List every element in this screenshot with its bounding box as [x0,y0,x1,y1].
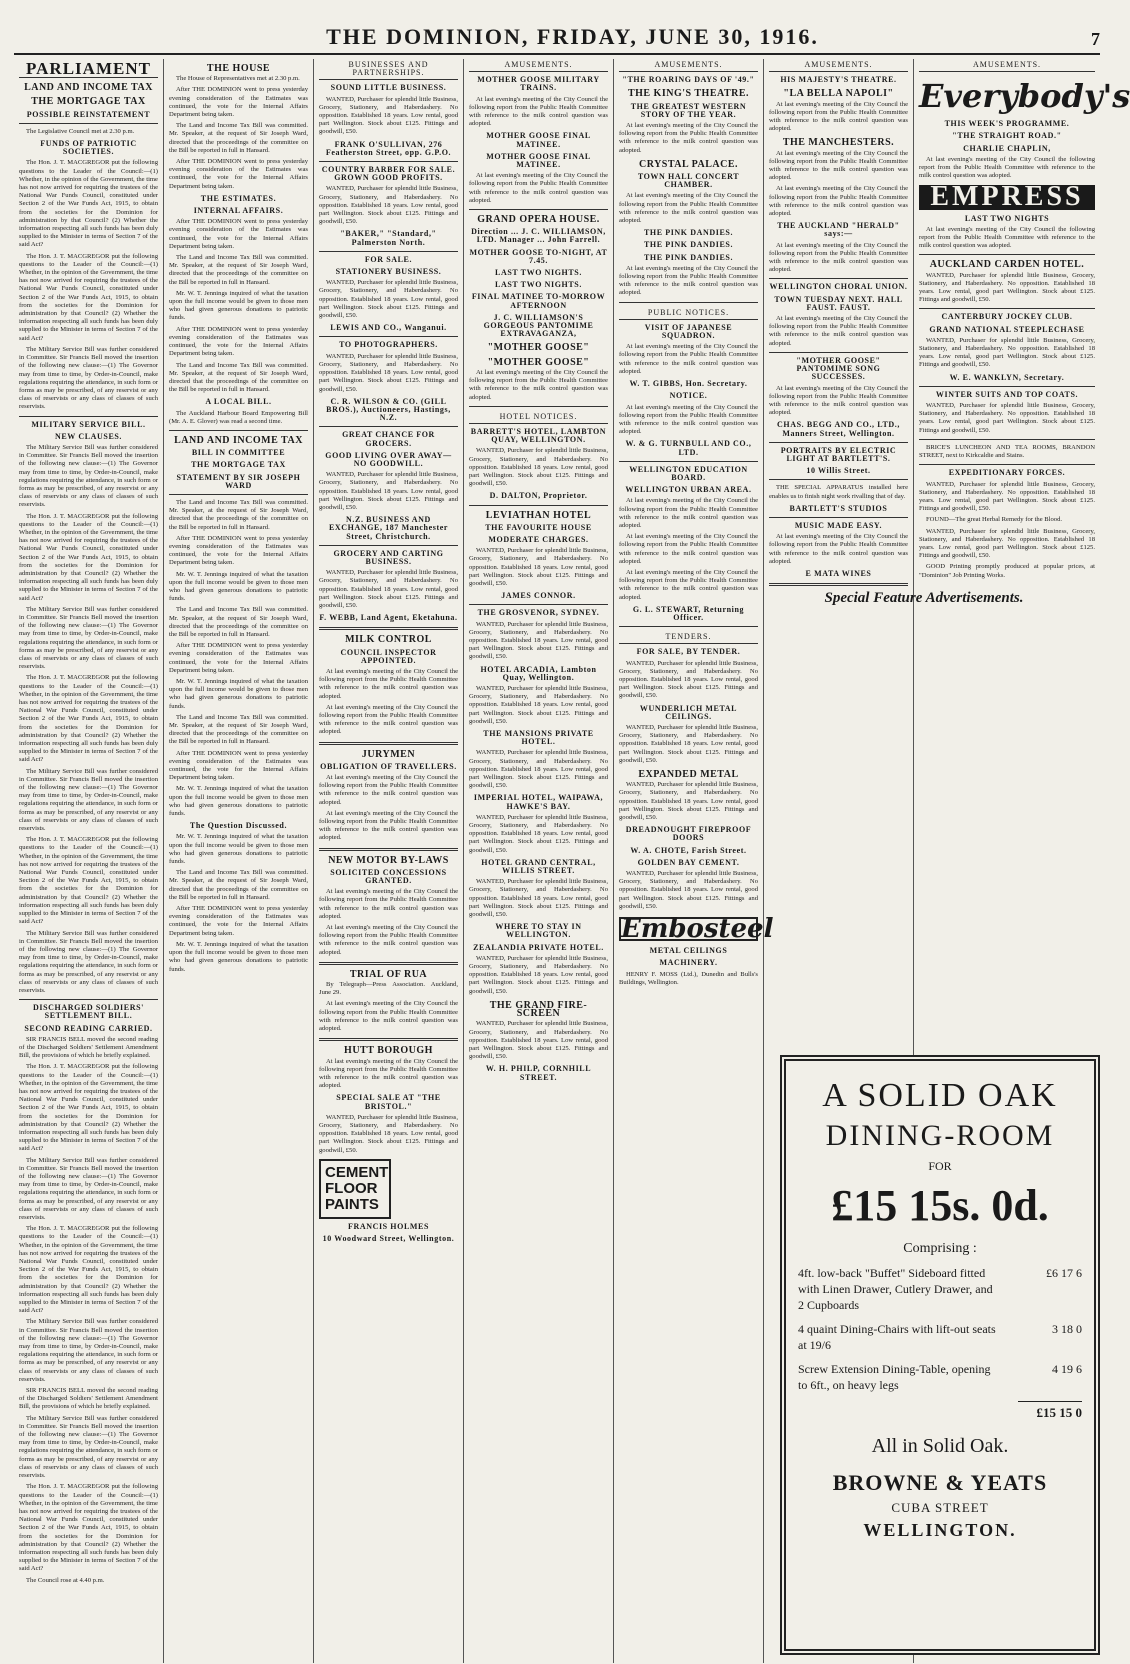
ad-national: GRAND NATIONAL STEEPLECHASE [929,324,1085,334]
ad-tender-sale: FOR SALE, BY TENDER. [636,647,741,657]
subhead-estimates: THE ESTIMATES. [200,193,277,203]
ad-barretts: BARRETT'S HOTEL, LAMBTON QUAY, WELLINGTON. [470,426,607,445]
divider [919,254,1095,255]
headline-jurymen: JURYMEN [361,748,416,760]
article-paragraph: The Council rose at 4.40 p.m. [26,1576,105,1584]
ad-straight-road: "THE STRAIGHT ROAD." [952,131,1062,141]
masthead [14,10,1100,55]
ad-goose-songs: "MOTHER GOOSE" PANTOMIME SONG SUCCESSES. [796,355,881,382]
article-paragraph: At last evening's meeting of the City Council the following report from the Public Health Committee with reference to the milk control question was adopted. [319,888,458,920]
divider [319,1038,458,1041]
ad-concert: TOWN HALL CONCERT CHAMBER. [637,172,740,190]
ad-arcadia: HOTEL ARCADIA, Lambton Quay, Wellington. [480,664,597,682]
article-paragraph: The Auckland Harbour Board Empowering Bill (Mr. A. E. Glover) was read a second time. [169,409,308,425]
section-head-business: BUSINESSES AND PARTNERSHIPS. [319,59,458,80]
article-paragraph: At last evening's meeting of the City Council the following report from the Public Health Committee with reference to the milk control question was adopted. [319,1057,458,1090]
ad-address: 10 Willis Street. [806,466,871,476]
oak-item-price: 4 19 6 [1052,1362,1082,1376]
ad-pink: THE PINK DANDIES. [643,240,734,250]
column-house [164,59,314,1663]
oak-item-desc: 4 quaint Dining-Chairs with lift-out seats at 19/6 [798,1322,996,1352]
oak-total: £15 15 0 [1018,1401,1082,1421]
ad-signature: W. T. GIBBS, Hon. Secretary. [629,379,748,389]
ad-ceilings: METAL CEILINGS [649,946,728,956]
article-paragraph: The Land and Income Tax Bill was committed. Mr. Speaker, at the request of Sir Joseph Ward, directed that the proceedings of the committee on the Bill be reported in full in Hansard. [169,361,308,394]
headline-motor: NEW MOTOR BY-LAWS [328,854,449,866]
article-paragraph: Mr. W. T. Jennings inquired of what the taxation upon the full income would be given to those men who had given generous donations to patriotic funds. [169,833,308,866]
ad-napoli: "LA BELLA NAPOLI" [783,88,894,100]
ad-moderate: MODERATE CHARGES. [488,534,589,544]
ad-portraits: PORTRAITS BY ELECTRIC LIGHT AT BARTLETT'S. [780,445,897,463]
ad-crystal: CRYSTAL PALACE. [638,158,738,170]
divider [619,302,758,303]
oak-solid: All in Solid Oak. [871,1435,1009,1457]
special-feature-heading: Special Feature Advertisements. [824,590,1024,607]
headline-house: THE HOUSE [206,63,271,74]
divider [769,442,908,443]
ad-notice: NOTICE. [669,391,708,401]
ad-text: At last evening's meeting of the City Council the following report from the Public Health Committee with reference to the milk control question was adopted. [769,100,908,133]
section-head-amusements: AMUSEMENTS. [619,59,758,72]
ad-dreadnought: DREADNOUGHT FIREPROOF DOORS [625,825,752,843]
ad-text: At last evening's meeting of the City Council the following report from the Public Health Committee with reference to the milk control question was adopted. [769,185,908,218]
cement-floor-paints-ad: CEMENT FLOOR PAINTS [319,1159,391,1219]
subhead-good-living: GOOD LIVING OVER AWAY—NO GOODWILL. [325,450,452,468]
article-paragraph: The Legislative Council met at 2.30 p.m. [26,127,135,135]
ad-text: At last evening's meeting of the City Council the following report from the Public Health Committee with reference to the milk control question was adopted. [619,122,758,154]
article-paragraph: The Hon. J. T. MACGREGOR put the following questions to the Leader of the Council:—(1) Whether, in the opinion of the Government, the time has not now arrived for requiring the trustees of the National War Funds Council, constituted under Section 2 of the War Funds Act, 1915, to obtain from the societies for the Dominion for administration by that Council? (2) Whether the information respecting all such funds has been duly supplied to the Minister in terms of Section 7 of the said Act? [19,159,158,249]
ad-text: HENRY F. MOSS (Ltd.), Dunedin and Bulls's Buildings, Wellington. [619,970,758,986]
ad-chaplin: CHARLIE CHAPLIN, [963,143,1051,153]
article-paragraph: Mr. W. T. Jennings inquired of what the taxation upon the full income would be given to those men who had given generous donations to patriotic funds. [169,678,308,710]
ad-signature: F. WEBB, Land Agent, Eketahuna. [319,613,458,623]
article-paragraph: WANTED, Purchaser for splendid little Business, Grocery, Stationery, and Haberdashery. No opposition. Established 18 years. Low rental, good part Wellington. Stock about £125. Fittings and goodwill, £50. [319,1113,458,1154]
ad-text: WANTED, Purchaser for splendid little Business, Grocery, Stationery, and Haberdashery. No opposition. Established 18 years. Low rental, good part Wellington. Stock about £125. Fittings and goodwill, £50. [919,336,1095,369]
ad-text: At last evening's meeting of the City Council the following report from the Public Health Committee with reference to the milk control question was adopted. [469,368,608,401]
article-paragraph: After THE DOMINION went to press yesterday evening consideration of the Estimates was continued, the vote for the Internal Affairs Department being taken. [169,86,308,119]
article-paragraph: The Land and Income Tax Bill was committed. Mr. Speaker, at the request of Sir Joseph Ward, directed that the proceedings of the committee on the Bill be reported in full in Hansard. [169,606,308,638]
oak-for: FOR [928,1159,952,1173]
headline-parliament: PARLIAMENT [26,59,151,78]
ad-direction: Direction ... J. C. WILLIAMSON, LTD. Manager ... John Farrell. [471,227,606,245]
oak-firm: BROWNE & YEATS [832,1470,1048,1495]
ad-machinery: MACHINERY. [659,958,718,968]
ad-signature: CHAS. BEGG AND CO., LTD., Manners Street, Wellington. [777,420,900,438]
divider [769,517,908,518]
ad-text: At last evening's meeting of the City Council the following report from the Public Health Committee with reference to the milk control question was adopted. [619,497,758,529]
oak-headline: A SOLID OAK [822,1077,1058,1114]
subhead-internal: INTERNAL AFFAIRS. [193,206,284,216]
oak-town: WELLINGTON. [863,1520,1017,1540]
section-head-amusements: AMUSEMENTS. [919,59,1095,72]
ad-text: WANTED, Purchaser for splendid little Business, Grocery, Stationery, and Haberdashery. No opposition. Established 18 years. Low rental, good part Wellington. Stock about £125. Fittings and goodwill, £50. [919,402,1095,434]
ad-text: FOUND—The great Herbal Remedy for the Blood. [926,516,1063,524]
ad-pink: THE PINK DANDIES. [643,228,734,238]
oak-item [798,1265,1082,1313]
empress-logo: EMPRESS [919,185,1095,209]
divider [769,278,908,279]
divider [619,626,758,627]
article-paragraph: The Hon. J. T. MACGREGOR put the following questions to the Leader of the Council:—(1) Whether, in the opinion of the Government, the time has not now arrived for requiring the trustees of the National War Funds Council, constituted under Section 2 of the War Funds Act, 1915, to obtain from the societies for the Dominion for administration by that Council? (2) Whether the information respecting all such funds has been duly supplied to the Minister in terms of Section 7 of the said Act? [19,1225,158,1315]
article-paragraph: After THE DOMINION went to press yesterday evening consideration of the Estimates was continued, the vote for the Internal Affairs Department being taken. [169,325,308,358]
divider [19,999,158,1000]
ad-text: At last evening's meeting of the City Council the following report from the Public Health Committee with reference to the milk control question was adopted. [619,533,758,565]
subhead-local-bill: A LOCAL BILL. [205,397,272,407]
ad-text: At last evening's meeting of the City Council the following report from the Public Health Committee with reference to the milk control question was adopted. [469,172,608,204]
section-head-amusements: AMUSEMENTS. [469,59,608,72]
subhead-bristol: SPECIAL SALE AT "THE BRISTOL." [336,1093,441,1111]
ad-kings: THE KING'S THEATRE. [627,88,750,100]
subhead-mortgage-tax: THE MORTGAGE TAX [31,96,146,108]
ad-fire-screen: THE GRAND FIRE-SCREEN [489,999,588,1020]
ad-imperial: IMPERIAL HOTEL, WAIPAWA, HAWKE'S BAY. [473,793,604,811]
ad-text: At last evening's meeting of the City Council the following report from the Public Health Committee with reference to the milk control question was adopted. [619,343,758,375]
ad-education: WELLINGTON EDUCATION BOARD. [629,464,748,482]
ad-music: MUSIC MADE EASY. [794,520,883,530]
divider [919,464,1095,465]
oak-item [798,1321,1082,1353]
article-paragraph: After THE DOMINION went to press yesterday evening consideration of the Estimates was continued, the vote for the Internal Affairs Department being taken. [169,642,308,674]
article-paragraph: The Military Service Bill was further considered in Committee. Sir Francis Bell moved the insertion of the following new clause:—(1) The Governor may from time to time, by Order-in-Council, make regulations requiring the attendance, in such form or forms as may be prescribed, of any reservist or any class of reservists or any class of classes of such reservists. [19,605,158,671]
ad-nights: LAST TWO NIGHTS. [495,268,582,278]
article-paragraph: By Telegraph—Press Association. Auckland, June 29. [319,981,458,997]
divider [919,439,1095,440]
ad-text: At last evening's meeting of the City Council the following report from the Public Health Committee with reference to the milk control question was adopted. [619,568,758,601]
subhead-sound-business: SOUND LITTLE BUSINESS. [330,83,447,93]
divider [769,583,908,586]
ad-text: WANTED, Purchaser for splendid little Business, Grocery, Stationery, and Haberdashery. No opposition. Established 18 years. Low rental, good part Wellington. Stock about £125. Fittings and goodwill, £50. [619,781,758,822]
article-paragraph: After THE DOMINION went to press yesterday evening consideration of the Estimates was continued, the vote for the Internal Affairs Department being taken. [169,218,308,250]
oak-item-desc: Screw Extension Dining-Table, opening to 6ft., on heavy legs [798,1362,991,1392]
ad-roaring: "THE ROARING DAYS OF '49." [622,75,755,85]
headline-hutt: HUTT BOROUGH [344,1045,433,1057]
ad-signature: FRANCIS HOLMES [347,1221,430,1231]
ad-text: WANTED, Purchaser for splendid little Business, Grocery, Stationery, and Haberdashery. No opposition. Established 18 years. Low rental, good part Wellington. Stock about £125. Fittings and goodwill, £50. [469,878,608,919]
ad-goose-title: "MOTHER GOOSE" [487,342,590,354]
column-parliament [14,59,164,1663]
column-amusements-2 [614,59,774,1663]
ad-text: WANTED, Purchaser for splendid little Business, Grocery, Stationery, and Haberdashery. No opposition. Established 18 years. Low rental, good part Wellington. Stock about £125. Fittings and goodwill, £50. [469,749,608,790]
ad-text: WANTED, Purchaser for splendid little Business, Grocery, Stationery, and Haberdashery. No opposition. Established 18 years. Low rental, good part Wellington. Stock about £125. Fittings and goodwill, £50. [469,620,608,661]
article-paragraph: The Hon. J. T. MACGREGOR put the following questions to the Leader of the Council:—(1) Whether, in the opinion of the Government, the time has not now arrived for requiring the trustees of the National War Funds Council, constituted under Section 2 of the War Funds Act, 1915, to obtain from the societies for the Dominion for administration by that Council? (2) Whether the information respecting all such funds has been duly supplied to the Minister in terms of Section 7 of the said Act? [19,1483,158,1573]
ad-signature: FRANK O'SULLIVAN, 276 Featherston Street, opp. G.P.O. [325,139,452,157]
ad-where: WHERE TO STAY IN WELLINGTON. [495,922,582,940]
subhead-carting: GROCERY AND CARTING BUSINESS. [333,548,444,566]
article-paragraph: At last evening's meeting of the City Council the following report from the Public Health Committee with reference to the milk control question was adopted. [319,774,458,806]
divider [19,123,158,124]
article-paragraph: The Military Service Bill was further considered in Committee. Sir Francis Bell moved the insertion of the following new clause:—(1) The Governor may from time to time, by Order-in-Council, make regulations requiring the attendance, in such form or forms as may be prescribed, of any reservist or any class of reservists or any class of classes of such reservists. [19,929,158,994]
article-paragraph: The Hon. J. T. MACGREGOR put the following questions to the Leader of the Council:—(1) Whether, in the opinion of the Government, the time has not now arrived for requiring the trustees of the National War Funds Council, constituted under Section 2 of the War Funds Act, 1915, to obtain from the societies for the Dominion for administration by that Council? (2) Whether the information respecting all such funds has been duly supplied to the Minister in terms of Section 7 of the said Act? [19,512,158,602]
ad-western: THE GREATEST WESTERN STORY OF THE YEAR. [630,101,747,119]
article-paragraph: The Military Service Bill was further considered in Committee. Sir Francis Bell moved the insertion of the following new clause:—(1) The Governor may from time to time, by Order-in-Council, make regulations requiring the attendance, in such form or forms as may be prescribed, of any reservist or any class of reservists or any class of classes of such reservists. [19,443,158,509]
article-paragraph: The Military Service Bill was further considered in Committee. Sir Francis Bell moved the insertion of the following new clause:—(1) The Governor may from time to time, by Order-in-Council, make regulations requiring the attendance, in such form or forms as may be prescribed, of any reservist or any class of reservists or any class of classes of such reservists. [19,767,158,833]
article-paragraph: After THE DOMINION went to press yesterday evening consideration of the Estimates was continued, the vote for the Internal Affairs Department being taken. [169,749,308,782]
ad-text: WANTED, Purchaser for splendid little Business, Grocery, Stationery, and Haberdashery. No opposition. Established 18 years. Low rental, good part Wellington. Stock about £125. Fittings and goodwill, £50. [319,279,458,320]
article-paragraph: The Land and Income Tax Bill was committed. Mr. Speaker, at the request of Sir Joseph Ward, directed that the proceedings of the committee on the Bill be reported in full in Hansard. [169,869,308,901]
masthead-title: THE DOMINION, FRIDAY, JUNE 30, 1916. [326,24,819,49]
divider [919,386,1095,387]
ad-golden: GOLDEN BAY CEMENT. [637,857,740,867]
ad-text: WANTED, Purchaser for splendid little Business, Grocery, Stationery, and Haberdashery. No opposition. Established 18 years. Low rental, good part Wellington. Stock about £125. Fittings and goodwill, £50. [619,659,758,700]
ad-text: WANTED, Purchaser for splendid little Business, Grocery, Stationery, and Haberdashery. No opposition. Established 18 years. Low rental, good part Wellington. Stock about £125. Fittings and goodwill, £50. [469,954,608,995]
everybodys-logo: Everybody's [919,77,1130,116]
ad-signature: LEWIS AND CO., Wanganui. [330,323,447,333]
ad-text: WANTED, Purchaser for splendid little Business, Grocery, Stationery, and Haberdashery. No opposition. Established 18 years. Low rental, good part Wellington. Stock about £125. Fittings and goodwill, £50. [919,271,1095,304]
ad-text: At last evening's meeting of the City Council the following report from the Public Health Committee with reference to the milk control question was adopted. [469,95,608,128]
article-paragraph: The Land and Income Tax Bill was committed. Mr. Speaker, at the request of Sir Joseph Ward, directed that the proceedings of the committee on the Bill be reported in full in Hansard. [169,713,308,746]
divider [319,742,458,745]
subhead-soldiers: DISCHARGED SOLDIERS' SETTLEMENT BILL. [33,1003,144,1021]
divider [19,416,158,417]
subhead-question: The Question Discussed. [189,821,288,831]
ad-pantomime: MOTHER GOOSE TO-NIGHT, AT 7.45. [469,247,608,265]
ad-text: WANTED, Purchaser for splendid little Business, Grocery, Stationery, and Haberdashery. No opposition. Established 18 years. Low rental, good part Wellington. Stock about £125. Fittings and goodwill, £50. [619,724,758,764]
article-paragraph: The Military Service Bill was further considered in Committee. Sir Francis Bell moved the insertion of the following new clause:—(1) The Governor may from time to time, by Order-in-Council, make regulations requiring the attendance, in such form or forms as may be prescribed, of any reservist or any class of reservists or any class of classes of such reservists. [19,345,158,411]
subhead-concessions: SOLICITED CONCESSIONS GRANTED. [330,867,447,886]
ad-nights: LAST TWO NIGHTS. [495,280,582,290]
headline-rua: TRIAL OF RUA [349,968,428,980]
subhead-bill-committee: BILL IN COMMITTEE [191,448,286,458]
section-head-hotels: HOTEL NOTICES. [469,411,608,424]
ad-grand-opera: GRAND OPERA HOUSE. [477,214,600,226]
ad-signature: BARTLETT'S STUDIOS [789,503,888,513]
ad-mansions: THE MANSIONS PRIVATE HOTEL. [483,729,594,747]
section-head-amusements: AMUSEMENTS. [769,59,908,72]
article-paragraph: The Hon. J. T. MACGREGOR put the following questions to the Leader of the Council:—(1) Whether, in the opinion of the Government, the time has not now arrived for requiring the trustees of the National War Funds Council, constituted under Section 2 of the War Funds Act, 1915, to obtain from the societies for the Dominion for administration by that Council? (2) Whether the information respecting all such funds has been duly supplied to the Minister in terms of Section 7 of the said Act? [19,1063,158,1153]
divider [169,494,308,495]
article-paragraph: The Land and Income Tax Bill was committed. Mr. Speaker, at the request of Sir Joseph Ward, directed that the proceedings of the committee on the Bill be reported in full in Hansard. [169,498,308,531]
ad-canterbury: CANTERBURY JOCKEY CLUB. [941,312,1073,322]
headline-land-tax: LAND AND INCOME TAX [174,434,303,446]
divider [319,251,458,252]
oak-item-price: 3 18 0 [1052,1322,1082,1336]
subhead-mortgage: THE MORTGAGE TAX [191,460,286,470]
ad-favourite: THE FAVOURITE HOUSE [485,522,592,532]
article-paragraph: Mr. W. T. Jennings inquired of what the taxation upon the full income would be given to those men who had given generous donations to patriotic funds. [169,785,308,818]
ad-text: WANTED, Purchaser for splendid little Business, Grocery, Stationery, and Haberdashery. No opposition. Established 18 years. Low rental, good part Wellington. Stock about £125. Fittings and goodwill, £50. [319,352,458,393]
ad-expanded: EXPANDED METAL [638,769,739,781]
ad-text: BRICE'S LUNCHEON AND TEA ROOMS, BRANDON STREET, next to Kirkcaldie and Stains. [919,443,1095,460]
article-paragraph: The Military Service Bill was further considered in Committee. Sir Francis Bell moved the insertion of the following new clause:—(1) The Governor may from time to time, by Order-in-Council, make regulations requiring the attendance, in such form or forms as may be prescribed, of any reservist or any class of reservists or any class of classes of such reservists. [19,1156,158,1221]
ad-final-matinee: FINAL MATINEE TO-MORROW AFTERNOON [471,292,606,310]
ad-metal: WUNDERLICH METAL CEILINGS. [639,703,738,721]
article-paragraph: Mr. W. T. Jennings inquired of what the taxation upon the full income would be given to those men who had given generous donations to patriotic funds. [169,289,308,322]
ad-auckland-herald: THE AUCKLAND "HERALD" says:— [777,221,900,239]
ad-text: WANTED, Purchaser for splendid little Business, Grocery, Stationery, and Haberdashery. No opposition. Established 18 years. Low rental, good part Wellington. Stock about £125. Fittings and goodwill, £50. [919,480,1095,513]
ad-japanese: VISIT OF JAPANESE SQUADRON. [644,322,733,341]
ad-expeditionary: EXPEDITIONARY FORCES. [948,468,1066,478]
ad-text: At last evening's meeting of the City Council the following report from the Public Health Committee with reference to the milk control question was adopted. [769,149,908,182]
ad-text: At last evening's meeting of the City Council the following report from the Public Health Committee with reference to the milk control question was adopted. [919,225,1095,250]
oak-item-price: £6 17 6 [1046,1266,1082,1280]
headline-milk: MILK CONTROL [345,634,432,646]
subhead-photographers: TO PHOTOGRAPHERS. [339,340,438,350]
article-paragraph: Mr. W. T. Jennings inquired of what the taxation upon the full income would be given to those men who had given generous donations to patriotic funds. [169,940,308,973]
column-amusements-1 [464,59,614,1663]
ad-text: WANTED, Purchaser for splendid little Business, Grocery, Stationery, and Haberdashery. No opposition. Established 18 years. Low rental, good part Wellington. Stock about £125. Fittings and goodwill, £50. [319,185,458,226]
divider [769,352,908,353]
ad-signature: C. R. WILSON & CO. (GILL BROS.), Auctioneers, Hastings, N.Z. [326,396,451,423]
subhead-reinstatement: POSSIBLE REINSTATEMENT [26,109,151,119]
ad-mata: E MATA WINES [805,568,872,578]
column-business [314,59,464,1663]
oak-item-desc: 4ft. low-back "Buffet" Sideboard fitted with Linen Drawer, Cutlery Drawer, and 2 Cupboards [798,1266,993,1312]
ad-manchesters: THE MANCHESTERS. [782,137,895,149]
divider [619,461,758,462]
divider [319,336,458,337]
divider [319,848,458,851]
ad-choral: WELLINGTON CHORAL UNION. [769,282,908,292]
ad-text: WANTED, Purchaser for splendid little Business, Grocery, Stationery, and Haberdashery. No opposition. Established 18 years. Low rental, good part Wellington. Stock about £125. Fittings and goodwill, £50. [919,527,1095,560]
ad-last-nights: LAST TWO NIGHTS [964,213,1050,223]
ad-text: At last evening's meeting of the City Council the following report from the Public Health Committee with reference to the milk control question was adopted. [619,192,758,225]
page-number: 7 [1090,29,1100,49]
divider [919,308,1095,309]
ad-gorgeous: J. C. WILLIAMSON'S GORGEOUS PANTOMIME EXTRAVAGANZA, [483,312,594,339]
subhead-second-reading: SECOND READING CARRIED. [24,1023,153,1033]
article-paragraph: The Military Service Bill was further considered in Committee. Sir Francis Bell moved the insertion of the following new clause:—(1) The Governor may from time to time, by Order-in-Council, make regulations requiring the attendance, in such form or forms as may be prescribed, of any reservist or any class of reservists or any class of classes of such reservists. [19,1318,158,1383]
subhead-grocers: GREAT CHANCE FOR GROCERS. [342,430,435,448]
oak-street: CUBA STREET [891,1500,989,1515]
subhead-statement: STATEMENT BY SIR JOSEPH WARD [176,472,301,490]
ad-signature: D. DALTON, Proprietor. [489,491,588,501]
ad-majesty: HIS MAJESTY'S THEATRE. [780,75,897,85]
ad-barber: COUNTRY BARBER FOR SALE. GROWN GOOD PROFITS. [321,165,456,183]
ad-winter: WINTER SUITS AND TOP COATS. [935,389,1079,399]
subhead-new-clauses: NEW CLAUSES. [54,431,123,441]
ad-signature: JAMES CONNOR. [501,591,576,601]
ad-text: WANTED, Purchaser for splendid little Business, Grocery, Stationery, and Haberdashery. No opposition. Established 18 years. Low rental, good part Wellington. Stock about £125. Fittings and goodwill, £50. [619,870,758,910]
ad-carden: AUCKLAND CARDEN HOTEL. [929,259,1085,271]
article-paragraph: The Land and Income Tax Bill was committed. Mr. Speaker, at the request of Sir Joseph Ward, directed that the proceedings of the committee on the Bill be reported in full in Hansard. [169,122,308,154]
ad-wards: WELLINGTON URBAN AREA. [625,485,752,495]
divider [769,479,908,480]
divider [169,430,308,431]
ad-text: At last evening's meeting of the City Council the following report from the Public Health Committee with reference to the milk control question was adopted. [769,241,908,274]
article-paragraph: At last evening's meeting of the City Council the following report from the Public Health Committee with reference to the milk control question was adopted. [319,924,458,956]
article-paragraph: At last evening's meeting of the City Council the following report from the Public Health Committee with reference to the milk control question was adopted. [319,703,458,736]
subhead-for-sale: FOR SALE. [364,254,413,264]
ad-signature: N.Z. BUSINESS AND EXCHANGE, 187 Manchester Street, Christchurch. [328,515,449,541]
article-paragraph: The Military Service Bill was further considered in Committee. Sir Francis Bell moved the insertion of the following new clause:—(1) The Governor may from time to time, by Order-in-Council, make regulations requiring the attendance, in such form or forms as may be prescribed, of any reservist or any class of reservists or any class of classes of such reservists. [19,1414,158,1480]
divider [319,962,458,965]
oak-item [798,1361,1082,1393]
ad-mother-goose: MOTHER GOOSE FINAL MATINEE. [486,131,591,149]
oak-headline-2: DINING-ROOM [825,1119,1055,1152]
divider [319,161,458,162]
ad-zealandia: ZEALANDIA PRIVATE HOTEL. [473,942,604,952]
ad-central: HOTEL GRAND CENTRAL, WILLIS STREET. [481,857,596,876]
ad-signature: G. L. STEWART, Returning Officer. [632,604,745,622]
ad-text: WANTED, Purchaser for splendid little Business, Grocery, Stationery, and Haberdashery. No opposition. Established 18 years. Low rental, good part Wellington. Stock about £125. Fittings and goodwill, £50. [469,547,608,587]
divider [319,426,458,427]
ad-text: WANTED, Purchaser for splendid little Business, Grocery, Stationery, and Haberdashery. No opposition. Established 18 years. Low rental, good part Wellington. Stock about £125. Fittings and goodwill, £50. [469,447,608,488]
ad-text: WANTED, Purchaser for splendid little Business, Grocery, Stationery, and Haberdashery. No opposition. Established 18 years. Low rental, good part Wellington. Stock about £125. Fittings and goodwill, £50. [319,569,458,609]
ad-text: At last evening's meeting of the City Council the following report from the Public Health Committee with reference to the milk control question was adopted. [619,264,758,297]
subhead-funds: FUNDS OF PATRIOTIC SOCIETIES. [40,139,137,157]
article-paragraph: The Hon. J. T. MACGREGOR put the following questions to the Leader of the Council:—(1) Whether, in the opinion of the Government, the time has not now arrived for requiring the trustees of the National War Funds Council, constituted under Section 2 of the War Funds Act, 1915, to obtain from the societies for the Dominion for administration by that Council? (2) Whether the information respecting all such funds has been duly supplied to the Minister in terms of Section 7 of the said Act? [19,252,158,342]
article-paragraph: The Hon. J. T. MACGREGOR put the following questions to the Leader of the Council:—(1) Whether, in the opinion of the Government, the time has not now arrived for requiring the trustees of the National War Funds Council, constituted under Section 2 of the War Funds Act, 1915, to obtain from the societies for the Dominion for administration by that Council? (2) Whether the information respecting all such funds has been duly supplied to the Minister in terms of Section 7 of the said Act? [19,836,158,926]
ad-text: GOOD Printing promptly produced at popular prices, at "Dominion" Job Printing Works. [919,563,1095,579]
ad-text: At last evening's meeting of the City Council the following report from the Public Health Committee with reference to the milk control question was adopted. [769,384,908,417]
article-paragraph: After THE DOMINION went to press yesterday evening consideration of the Estimates was continued, the vote for the Internal Affairs Department being taken. [169,158,308,190]
article-paragraph: At last evening's meeting of the City Council the following report from the Public Health Committee with reference to the milk control question was adopted. [319,809,458,842]
ad-grosvenor: THE GROSVENOR, SYDNEY. [477,608,600,618]
subhead-land-income-tax: LAND AND INCOME TAX [24,82,153,94]
ad-programme: THIS WEEK'S PROGRAMME. [944,119,1070,129]
ad-text: At last evening's meeting of the City Council the following report from the Public Health Committee with reference to the milk control question was adopted. [919,155,1095,180]
article-paragraph: The House of Representatives met at 2.30 p.m. [176,75,300,83]
divider [469,604,608,605]
article-paragraph: The Land and Income Tax Bill was committed. Mr. Speaker, at the request of Sir Joseph Ward, directed that the proceedings of the committee on the Bill be reported in full in Hansard. [169,254,308,286]
ad-mother-goose: MOTHER GOOSE MILITARY TRAINS. [477,75,600,93]
divider [319,545,458,546]
ad-signature: W. H. PHILP, CORNHILL STREET. [485,1064,592,1082]
ad-text: WANTED, Purchaser for splendid little Business, Grocery, Stationery, and Haberdashery. No opposition. Established 18 years. Low rental, good part Wellington. Stock about £125. Fittings and goodwill, £50. [469,684,608,725]
divider [469,209,608,210]
oak-comprising: Comprising : [903,1241,977,1256]
article-paragraph: At last evening's meeting of the City Council the following report from the Public Health Committee with reference to the milk control question was adopted. [319,1000,458,1033]
article-paragraph: SIR FRANCIS BELL moved the second reading of the Discharged Soldiers' Settlement Amendment Bill, the provisions of which he briefly explained. [19,1035,158,1060]
ad-chote: W. A. CHOTE, Farish Street. [630,845,747,855]
article-paragraph: The Hon. J. T. MACGREGOR put the following questions to the Leader of the Council:—(1) Whether, in the opinion of the Government, the time has not now arrived for requiring the trustees of the National War Funds Council, constituted under Section 2 of the War Funds Act, 1915, to obtain from the societies for the Dominion for administration by that Council? (2) Whether the information respecting all such funds has been duly supplied to the Minister in terms of Section 7 of the said Act? [19,674,158,764]
subhead-military: MILITARY SERVICE BILL. [31,419,146,429]
ad-text: WANTED, Purchaser for splendid little Business, Grocery, Stationery, and Haberdashery. No opposition. Established 18 years. Low rental, good part Wellington. Stock about £125. Fittings and goodwill, £50. [469,813,608,854]
ad-signature: W. E. WANKLYN, Secretary. [949,372,1065,382]
ad-faust: TOWN TUESDAY NEXT. HALL FAUST. FAUST. [774,294,903,312]
ad-leviathan: LEVIATHAN HOTEL [485,509,592,521]
ad-signature: "BAKER," "Standard," Palmerston North. [340,229,437,247]
ad-text: At last evening's meeting of the City Council the following report from the Public Health Committee with reference to the milk control question was adopted. [619,403,758,436]
ad-text: At last evening's meeting of the City Council the following report from the Public Health Committee with reference to the milk control question was adopted. [769,315,908,347]
ad-mother-goose: MOTHER GOOSE FINAL MATINEE. [486,151,591,170]
subhead-stationery: STATIONERY BUSINESS. [335,267,442,277]
divider [469,505,608,506]
section-head-tenders: TENDERS. [619,631,758,644]
ad-address: 10 Woodward Street, Wellington. [322,1233,455,1243]
ad-text: THE SPECIAL APPARATUS installed here enables us to finish night work rivalling that of day. [769,484,908,500]
subhead-travellers: OBLIGATION OF TRAVELLERS. [320,761,457,771]
ad-text: WANTED, Purchaser for splendid little Business, Grocery, Stationery, and Haberdashery. No opposition. Established 18 years. Low rental, good part Wellington. Stock about £125. Fittings and goodwill, £50. [469,1020,608,1061]
article-paragraph: After THE DOMINION went to press yesterday evening consideration of the Estimates was continued, the vote for the Internal Affairs Department being taken. [169,905,308,937]
embosteel-logo: Embosteel [621,914,774,945]
article-paragraph: After THE DOMINION went to press yesterday evening consideration of the Estimates was continued, the vote for the Internal Affairs Department being taken. [169,534,308,567]
subhead-council: COUNCIL INSPECTOR APPOINTED. [340,647,437,665]
ad-text: At last evening's meeting of the City Council the following report from the Public Health Committee with reference to the milk control question was adopted. [769,533,908,565]
article-paragraph: Mr. W. T. Jennings inquired of what the taxation upon the full income would be given to those men who had given generous donations to patriotic funds. [169,570,308,603]
ad-signature: W. & G. TURNBULL AND CO., LTD. [625,439,752,457]
article-paragraph: At last evening's meeting of the City Council the following report from the Public Health Committee with reference to the milk control question was adopted. [319,667,458,700]
divider [469,406,608,407]
oak-price: £15 15s. 0d. [831,1181,1049,1230]
ad-text: WANTED, Purchaser for splendid little Business, Grocery, Stationery, and Haberdashery. No opposition. Established 18 years. Low rental, good part Wellington. Stock about £125. Fittings and goodwill, £50. [319,471,458,511]
ad-goose-title: "MOTHER GOOSE" [487,356,590,368]
solid-oak-advertisement [780,1055,1100,1655]
section-head-public: PUBLIC NOTICES. [619,307,758,320]
divider [319,627,458,630]
ad-pink: THE PINK DANDIES. [643,252,734,262]
ad-text: WANTED, Purchaser for splendid little Business, Grocery, Stationery, and Haberdashery. No opposition. Established 18 years. Low rental, good part Wellington. Stock about £125. Fittings and goodwill, £50. [319,95,458,136]
article-paragraph: SIR FRANCIS BELL moved the second reading of the Discharged Soldiers' Settlement Amendment Bill, the provisions of which he briefly explained. [19,1387,158,1411]
